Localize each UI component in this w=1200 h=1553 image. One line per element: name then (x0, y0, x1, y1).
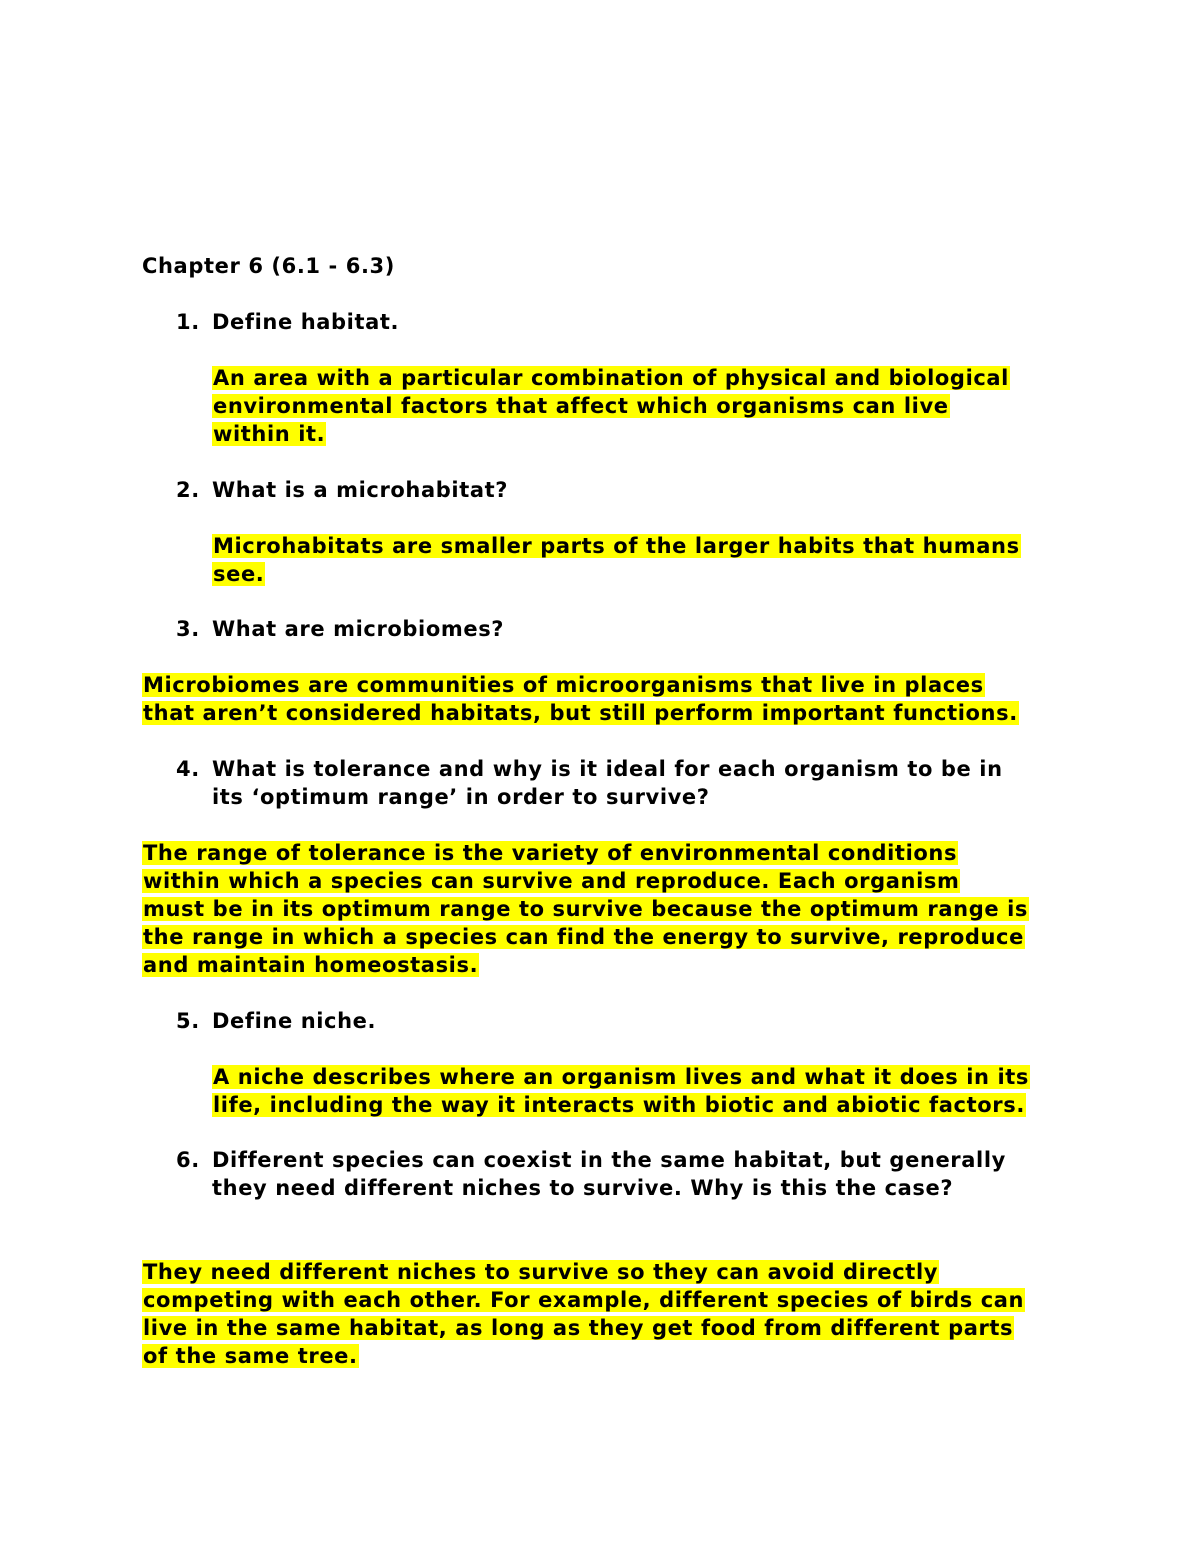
answer-text: and maintain homeostasis. (143, 953, 479, 977)
question-number: 5. (176, 1009, 200, 1033)
answer-text: see. (213, 562, 265, 586)
answer-text: within which a species can survive and reproduce. Each organism (143, 869, 960, 893)
answer-text: live in the same habitat, as long as they get food from different parts (143, 1316, 1014, 1340)
question-number: 2. (176, 478, 200, 502)
question-text: Different species can coexist in the same habitat, but generally (212, 1148, 1006, 1172)
answer-text: Microhabitats are smaller parts of the larger habits that humans (213, 534, 1020, 558)
question-number: 3. (176, 617, 200, 641)
answer-text: environmental factors that affect which organisms can live (213, 394, 949, 418)
answer-text: must be in its optimum range to survive because the optimum range is (143, 897, 1028, 921)
question-text: Define habitat. (212, 310, 400, 334)
answer-text: the range in which a species can find the energy to survive, reproduce (143, 925, 1024, 949)
question-text: they need different niches to survive. Why is this the case? (212, 1176, 954, 1200)
answer-text: that aren’t considered habitats, but still perform important functions. (143, 701, 1018, 725)
question-number: 1. (176, 310, 200, 334)
question-text: What is tolerance and why is it ideal for each organism to be in (212, 757, 1003, 781)
answer-text: Microbiomes are communities of microorganisms that live in places (143, 673, 984, 697)
question-text: What is a microhabitat? (212, 478, 509, 502)
document-title: Chapter 6 (6.1 - 6.3) (142, 254, 395, 278)
answer-text: A niche describes where an organism lives and what it does in its (213, 1065, 1030, 1089)
answer-text: An area with a particular combination of physical and biological (213, 366, 1009, 390)
question-number: 6. (176, 1148, 200, 1172)
question-text: its ‘optimum range’ in order to survive? (212, 785, 710, 809)
answer-text: The range of tolerance is the variety of environmental conditions (143, 841, 958, 865)
answer-text: of the same tree. (143, 1344, 358, 1368)
question-number: 4. (176, 757, 200, 781)
question-text: Define niche. (212, 1009, 377, 1033)
answer-text: competing with each other. For example, different species of birds can (143, 1288, 1025, 1312)
answer-text: They need different niches to survive so they can avoid directly (143, 1260, 939, 1284)
question-text: What are microbiomes? (212, 617, 505, 641)
answer-text: life, including the way it interacts with biotic and abiotic factors. (213, 1093, 1025, 1117)
answer-text: within it. (213, 422, 326, 446)
